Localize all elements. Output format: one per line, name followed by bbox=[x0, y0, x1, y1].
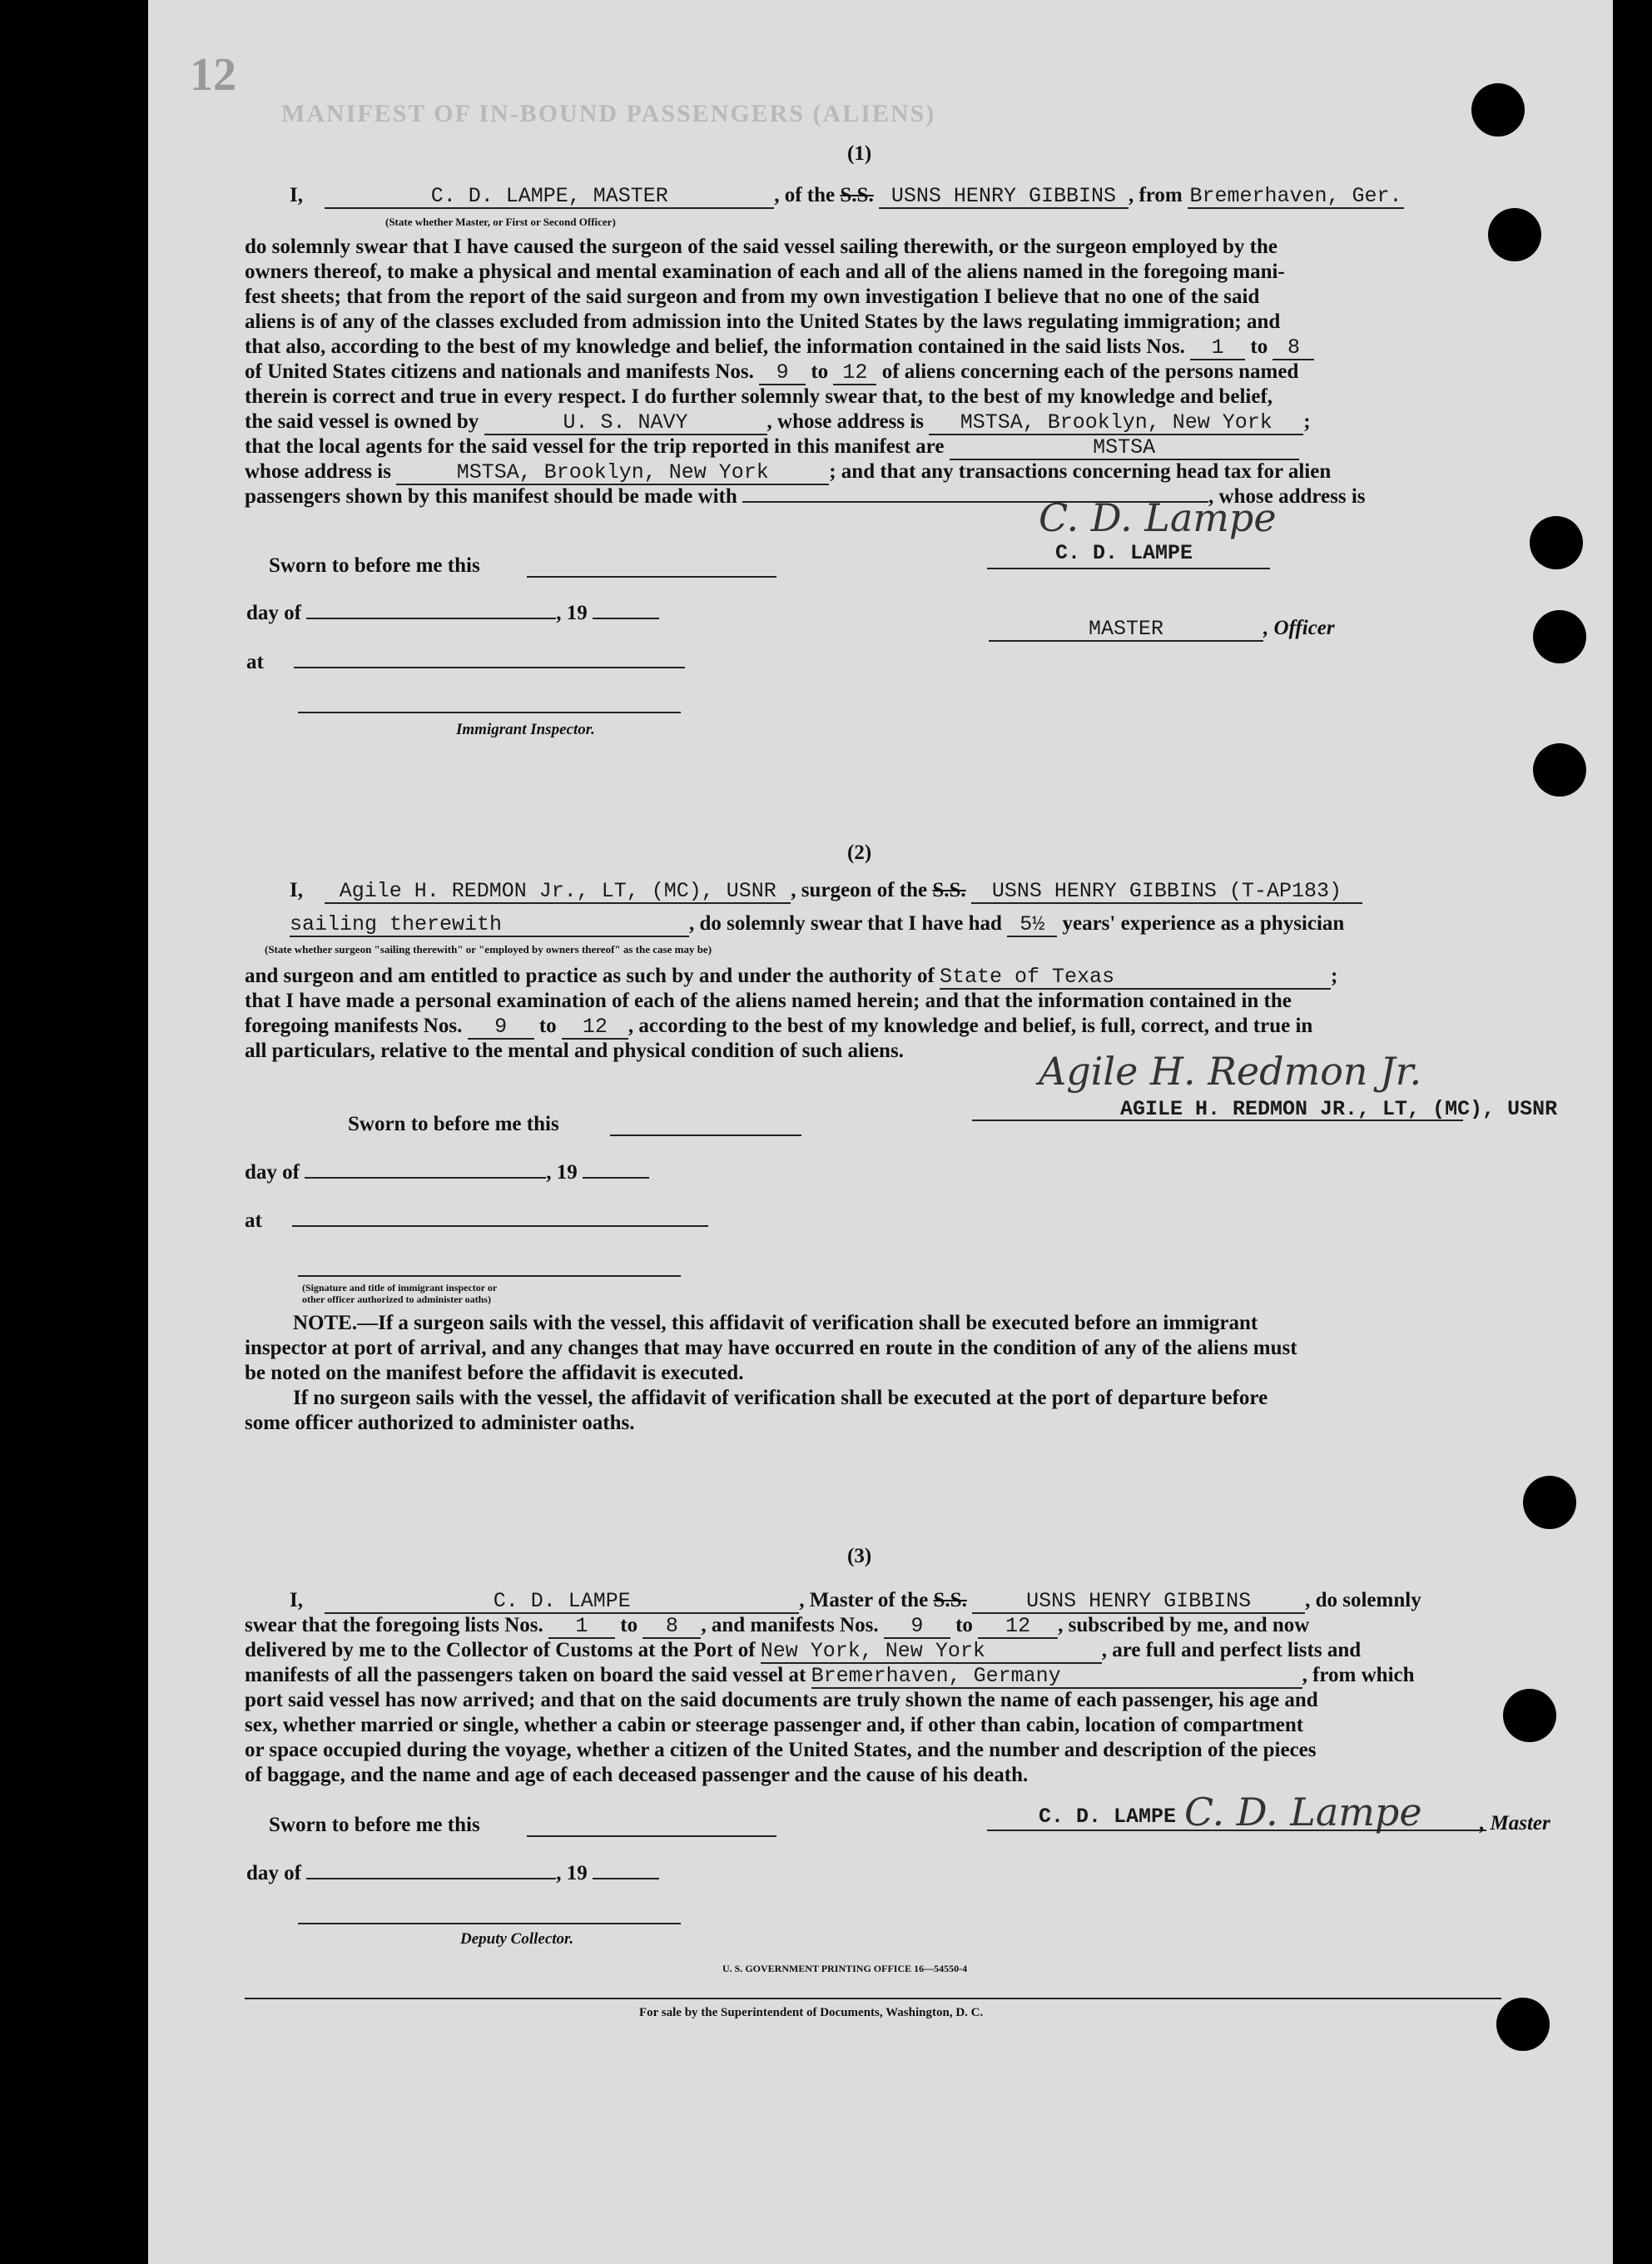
ghost-header: MANIFEST OF IN-BOUND PASSENGERS (ALIENS) bbox=[281, 100, 936, 127]
inspector-signature-line bbox=[298, 712, 681, 713]
section-3-master-field: C. D. LAMPE bbox=[325, 1591, 799, 1614]
section-3-day-of-line: day of , 19 bbox=[246, 1861, 659, 1886]
section-1-text-line: aliens is of any of the classes excluded from admission into the United States by the laws regulating immigration; and bbox=[245, 310, 1281, 333]
section-2-at-line: at bbox=[245, 1209, 708, 1234]
section-2-sworn-label: Sworn to before me this bbox=[348, 1113, 559, 1135]
punch-hole bbox=[1471, 83, 1525, 137]
footer-rule bbox=[245, 1998, 1501, 1999]
section-2-caption: (State whether surgeon "sailing therewith" or "employed by owners thereof" as the case may be) bbox=[265, 943, 712, 956]
owner-address-field: MSTSA, Brooklyn, New York bbox=[929, 412, 1303, 435]
section-1-sworn-label: Sworn to before me this bbox=[269, 554, 480, 577]
section-1-sworn-line bbox=[527, 576, 776, 578]
note-line: If no surgeon sails with the vessel, the affidavit of verification shall be executed at the port of departure before bbox=[293, 1387, 1268, 1409]
section-2-text-line: all particulars, relative to the mental and physical condition of such aliens. bbox=[245, 1040, 904, 1062]
section-1-at-line: at bbox=[246, 650, 685, 675]
section-2-text-line: that I have made a personal examination of each of the aliens named herein; and that the information contained in the bbox=[245, 990, 1292, 1012]
lists-to-field: 8 bbox=[1272, 337, 1314, 360]
manifest-page bbox=[148, 0, 1613, 2264]
manifests-to-field: 12 bbox=[833, 362, 876, 385]
section-3-vessel-field: USNS HENRY GIBBINS bbox=[972, 1591, 1305, 1614]
sale-imprint: For sale by the Superintendent of Documents, Washington, D. C. bbox=[639, 2006, 984, 2019]
section-1-head-tax-line: passengers shown by this manifest should be made with , whose address is bbox=[245, 485, 1366, 508]
section-3-lists-to: 8 bbox=[642, 1616, 701, 1639]
section-3-sworn-label: Sworn to before me this bbox=[269, 1814, 480, 1836]
section-1-agents-line: that the local agents for the said vessel for the trip reported in this manifest are MSTSA bbox=[245, 434, 1299, 460]
section-3-lists-from: 1 bbox=[548, 1616, 615, 1639]
collector-line bbox=[298, 1923, 681, 1924]
section-3-master-label: , Master bbox=[1480, 1812, 1550, 1835]
section-1-oath-line: I, C. D. LAMPE, MASTER , of the S.S. USNS HENRY GIBBINS , from Bremerhaven, Ger. bbox=[290, 183, 1404, 209]
section-2-number: (2) bbox=[847, 842, 872, 864]
arrival-port-field: New York, New York bbox=[761, 1641, 1102, 1664]
punch-hole bbox=[1533, 610, 1586, 663]
punch-hole bbox=[1503, 1689, 1556, 1742]
agents-field: MSTSA bbox=[950, 437, 1299, 460]
master-signature-1: C. D. Lampe bbox=[1039, 495, 1277, 540]
section-2-sig-caption: other officer authorized to administer oaths) bbox=[302, 1293, 491, 1305]
section-3-manifests-to: 12 bbox=[978, 1616, 1058, 1639]
master-sig-line-1 bbox=[987, 568, 1270, 569]
section-1-text-line: therein is correct and true in every respect. I do further solemnly swear that, to the best of my knowledge and belief, bbox=[245, 385, 1273, 408]
section-3-port-line: delivered by me to the Collector of Customs at the Port of New York, New York , are full and perfect lists and bbox=[245, 1639, 1362, 1663]
surgeon-name-field: Agile H. REDMON Jr., LT, (MC), USNR bbox=[325, 881, 791, 904]
section-1-owner-line: the said vessel is owned by U. S. NAVY , whose address is MSTSA, Brooklyn, New York ; bbox=[245, 410, 1311, 434]
page-mark: 12 bbox=[190, 49, 236, 101]
section-2-day-of-line: day of , 19 bbox=[245, 1160, 649, 1185]
years-field: 5½ bbox=[1007, 914, 1057, 937]
section-1-lists-line: that also, according to the best of my knowledge and belief, the information contained in the said lists Nos. 1 to 8 bbox=[245, 335, 1314, 360]
section-2-manifests-to: 12 bbox=[562, 1016, 628, 1040]
surgeon-vessel-field: USNS HENRY GIBBINS (T-AP183) bbox=[971, 881, 1362, 904]
note-line-1: NOTE.—If a surgeon sails with the vessel, this affidavit of verification shall be executed before an immigrant bbox=[293, 1312, 1258, 1334]
section-2-sig-caption: (Signature and title of immigrant inspector or bbox=[302, 1282, 498, 1293]
section-3-board-line: manifests of all the passengers taken on board the said vessel at Bremerhaven, Germany , from which bbox=[245, 1664, 1415, 1688]
section-2-manifests-line: foregoing manifests Nos. 9 to 12 , according to the best of my knowledge and belief, is full, correct, and true in bbox=[245, 1015, 1313, 1039]
vessel-name-field: USNS HENRY GIBBINS bbox=[879, 186, 1129, 209]
section-3-typed-name: C. D. LAMPE bbox=[1039, 1805, 1177, 1829]
section-3-text-line: or space occupied during the voyage, whether a citizen of the United States, and the number and description of the pieces bbox=[245, 1739, 1317, 1761]
note-line: be noted on the manifest before the affidavit is executed. bbox=[245, 1362, 744, 1384]
punch-hole bbox=[1533, 743, 1586, 797]
section-1-number: (1) bbox=[847, 142, 872, 165]
section-2-officer-line bbox=[298, 1275, 681, 1277]
surgeon-sig-line bbox=[972, 1120, 1463, 1121]
section-3-text-line: of baggage, and the name and age of each deceased passenger and the cause of his death. bbox=[245, 1764, 1029, 1786]
section-2-sworn-line bbox=[610, 1134, 801, 1136]
inspector-caption: Immigrant Inspector. bbox=[456, 721, 595, 738]
surgeon-typed-name: AGILE H. REDMON JR., LT, (MC), USNR bbox=[1120, 1097, 1558, 1121]
section-1-text-line: owners thereof, to make a physical and mental examination of each and all of the aliens named in the foregoing mani- bbox=[245, 261, 1285, 283]
section-1-caption: (State whether Master, or First or Second Officer) bbox=[385, 216, 616, 228]
authority-field: State of Texas bbox=[940, 966, 1331, 990]
punch-hole bbox=[1488, 208, 1541, 261]
sailing-field: sailing therewith bbox=[290, 914, 689, 937]
section-1-agents-address-line: whose address is MSTSA, Brooklyn, New York ; and that any transactions concerning head tax for alien bbox=[245, 460, 1332, 484]
note-line: inspector at port of arrival, and any changes that may have occurred en route in the condition of any of the aliens must bbox=[245, 1337, 1297, 1359]
master-typed-name-1: C. D. LAMPE bbox=[1055, 541, 1193, 565]
punch-hole bbox=[1523, 1476, 1576, 1529]
section-3-text-line: sex, whether married or single, whether a cabin or steerage passenger and, if other than cabin, location of compartment bbox=[245, 1714, 1304, 1736]
agents-address-field: MSTSA, Brooklyn, New York bbox=[396, 462, 829, 485]
note-line: some officer authorized to administer oaths. bbox=[245, 1412, 635, 1434]
punch-hole bbox=[1530, 516, 1583, 569]
collector-caption: Deputy Collector. bbox=[460, 1930, 574, 1948]
section-1-text-line: do solemnly swear that I have caused the surgeon of the said vessel sailing therewith, or the surgeon employed by the bbox=[245, 236, 1277, 258]
section-2-oath-line: I, Agile H. REDMON Jr., LT, (MC), USNR , surgeon of the S.S. USNS HENRY GIBBINS (T-AP183) bbox=[290, 878, 1362, 904]
section-3-sworn-line bbox=[527, 1835, 776, 1837]
departure-port-field: Bremerhaven, Ger. bbox=[1188, 186, 1404, 209]
punch-hole bbox=[1496, 1998, 1550, 2051]
surgeon-signature: Agile H. Redmon Jr. bbox=[1039, 1049, 1422, 1094]
master-title-line: MASTER , Officer bbox=[989, 616, 1335, 642]
owner-field: U. S. NAVY bbox=[484, 412, 767, 435]
section-2-manifests-from: 9 bbox=[468, 1016, 534, 1040]
section-3-sig-line bbox=[987, 1830, 1486, 1831]
manifests-from-field: 9 bbox=[759, 362, 806, 385]
section-3-oath-line: I, C. D. LAMPE , Master of the S.S. USNS HENRY GIBBINS , do solemnly bbox=[290, 1589, 1421, 1613]
section-3-signature: C. D. Lampe bbox=[1184, 1790, 1422, 1835]
section-3-number: (3) bbox=[847, 1545, 872, 1567]
section-3-text-line: port said vessel has now arrived; and that on the said documents are truly shown the name of each passenger, his age and bbox=[245, 1689, 1318, 1711]
section-1-manifests-line: of United States citizens and nationals and manifests Nos. 9 to 12 of aliens concerning each of the persons named bbox=[245, 360, 1299, 385]
lists-from-field: 1 bbox=[1190, 337, 1245, 360]
gpo-imprint: U. S. GOVERNMENT PRINTING OFFICE 16—54550-4 bbox=[722, 1963, 968, 1974]
section-2-authority-line: and surgeon and am entitled to practice as such by and under the authority of State of Texas ; bbox=[245, 965, 1338, 989]
section-1-day-of-line: day of , 19 bbox=[246, 601, 659, 626]
section-3-lists-line: swear that the foregoing lists Nos. 1 to 8 , and manifests Nos. 9 to 12 , subscribed by me, and now bbox=[245, 1614, 1310, 1638]
master-name-field: C. D. LAMPE, MASTER bbox=[325, 186, 774, 209]
section-2-sailing-line: sailing therewith , do solemnly swear that I have had 5½ years' experience as a physician bbox=[290, 912, 1345, 936]
boarding-port-field: Bremerhaven, Germany bbox=[811, 1666, 1302, 1689]
section-3-manifests-from: 9 bbox=[884, 1616, 950, 1639]
section-1-text-line: fest sheets; that from the report of the said surgeon and from my own investigation I believe that no one of the said bbox=[245, 285, 1260, 308]
